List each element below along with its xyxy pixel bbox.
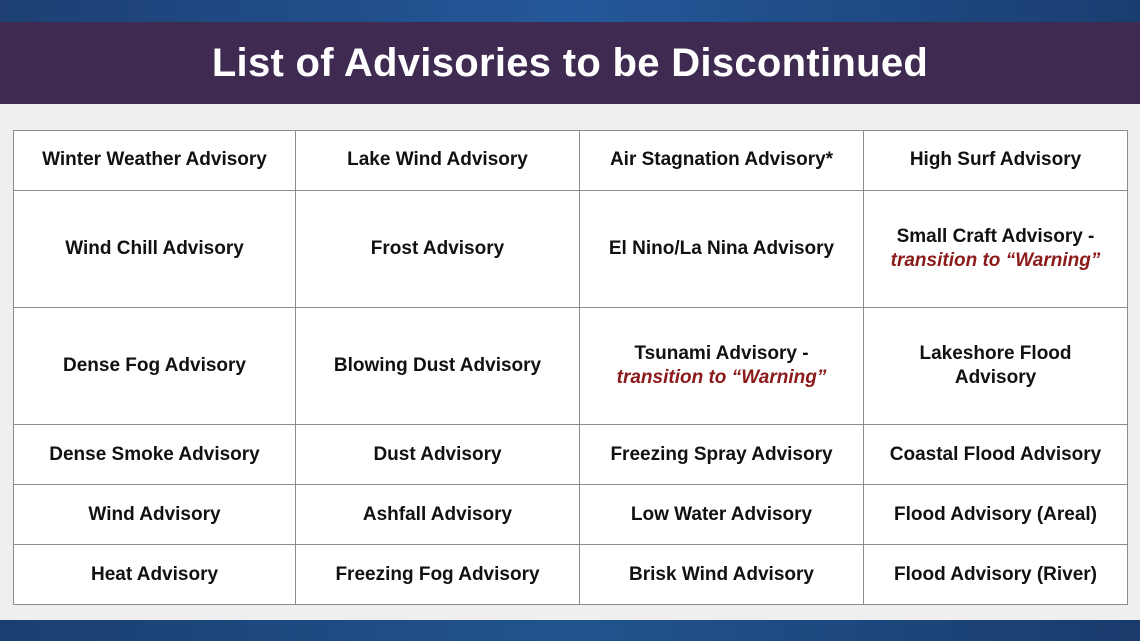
top-accent-strip bbox=[0, 0, 1140, 22]
advisory-label: El Nino/La Nina Advisory bbox=[608, 237, 835, 259]
advisory-cell bbox=[14, 545, 296, 605]
advisory-cell bbox=[580, 131, 864, 191]
advisory-cell bbox=[14, 190, 296, 307]
title-bar bbox=[0, 22, 1140, 104]
advisory-label: Low Water Advisory bbox=[630, 503, 813, 525]
advisory-label: Blowing Dust Advisory bbox=[333, 355, 542, 377]
advisory-cell bbox=[296, 190, 580, 307]
advisory-cell bbox=[580, 190, 864, 307]
table-row bbox=[14, 131, 1128, 191]
advisory-label: Ashfall Advisory bbox=[362, 503, 513, 525]
advisory-cell bbox=[864, 425, 1128, 485]
advisory-cell bbox=[14, 131, 296, 191]
advisory-cell bbox=[864, 485, 1128, 545]
advisory-cell bbox=[14, 425, 296, 485]
advisory-label: Dust Advisory bbox=[373, 443, 502, 465]
advisory-cell bbox=[580, 485, 864, 545]
advisory-label: Flood Advisory (Areal) bbox=[893, 503, 1098, 525]
advisory-label: Winter Weather Advisory bbox=[42, 149, 267, 171]
advisory-label: Freezing Fog Advisory bbox=[335, 563, 540, 585]
advisory-cell bbox=[864, 190, 1128, 307]
table-row bbox=[14, 545, 1128, 605]
advisory-label: Coastal Flood Advisory bbox=[889, 443, 1102, 465]
advisory-cell bbox=[14, 485, 296, 545]
advisory-label: Tsunami Advisory - bbox=[634, 343, 809, 365]
transition-note: transition to “Warning” bbox=[890, 249, 1101, 271]
advisory-cell bbox=[296, 425, 580, 485]
advisory-label: Frost Advisory bbox=[370, 237, 505, 259]
table-row bbox=[14, 485, 1128, 545]
table-row bbox=[14, 425, 1128, 485]
advisory-table bbox=[13, 130, 1128, 605]
advisory-cell bbox=[296, 485, 580, 545]
advisory-cell bbox=[864, 545, 1128, 605]
advisory-label: Lake Wind Advisory bbox=[347, 149, 528, 171]
advisory-label: High Surf Advisory bbox=[909, 149, 1082, 171]
advisory-label: Dense Fog Advisory bbox=[62, 355, 246, 377]
table-row bbox=[14, 190, 1128, 307]
advisory-label: Heat Advisory bbox=[90, 563, 219, 585]
advisory-cell bbox=[580, 545, 864, 605]
advisory-cell bbox=[296, 308, 580, 425]
advisory-label: Brisk Wind Advisory bbox=[629, 563, 814, 585]
advisory-label: Wind Chill Advisory bbox=[65, 237, 244, 259]
advisory-label: Lakeshore Flood Advisory bbox=[919, 343, 1072, 389]
advisory-label: Dense Smoke Advisory bbox=[49, 443, 260, 465]
bottom-accent-strip bbox=[0, 620, 1140, 641]
page-title: List of Advisories to be Discontinued bbox=[211, 40, 929, 85]
advisory-label: Air Stagnation Advisory* bbox=[609, 149, 834, 171]
advisory-label: Flood Advisory (River) bbox=[893, 563, 1098, 585]
advisory-cell bbox=[580, 425, 864, 485]
advisory-label: Wind Advisory bbox=[88, 503, 221, 525]
advisory-label: Small Craft Advisory - bbox=[896, 225, 1095, 247]
table-row bbox=[14, 308, 1128, 425]
advisory-cell bbox=[580, 308, 864, 425]
advisory-cell bbox=[296, 131, 580, 191]
advisory-cell bbox=[864, 131, 1128, 191]
transition-note: transition to “Warning” bbox=[616, 367, 827, 389]
advisory-label: Freezing Spray Advisory bbox=[610, 443, 833, 465]
advisory-cell bbox=[14, 308, 296, 425]
advisory-cell bbox=[864, 308, 1128, 425]
advisory-cell bbox=[296, 545, 580, 605]
